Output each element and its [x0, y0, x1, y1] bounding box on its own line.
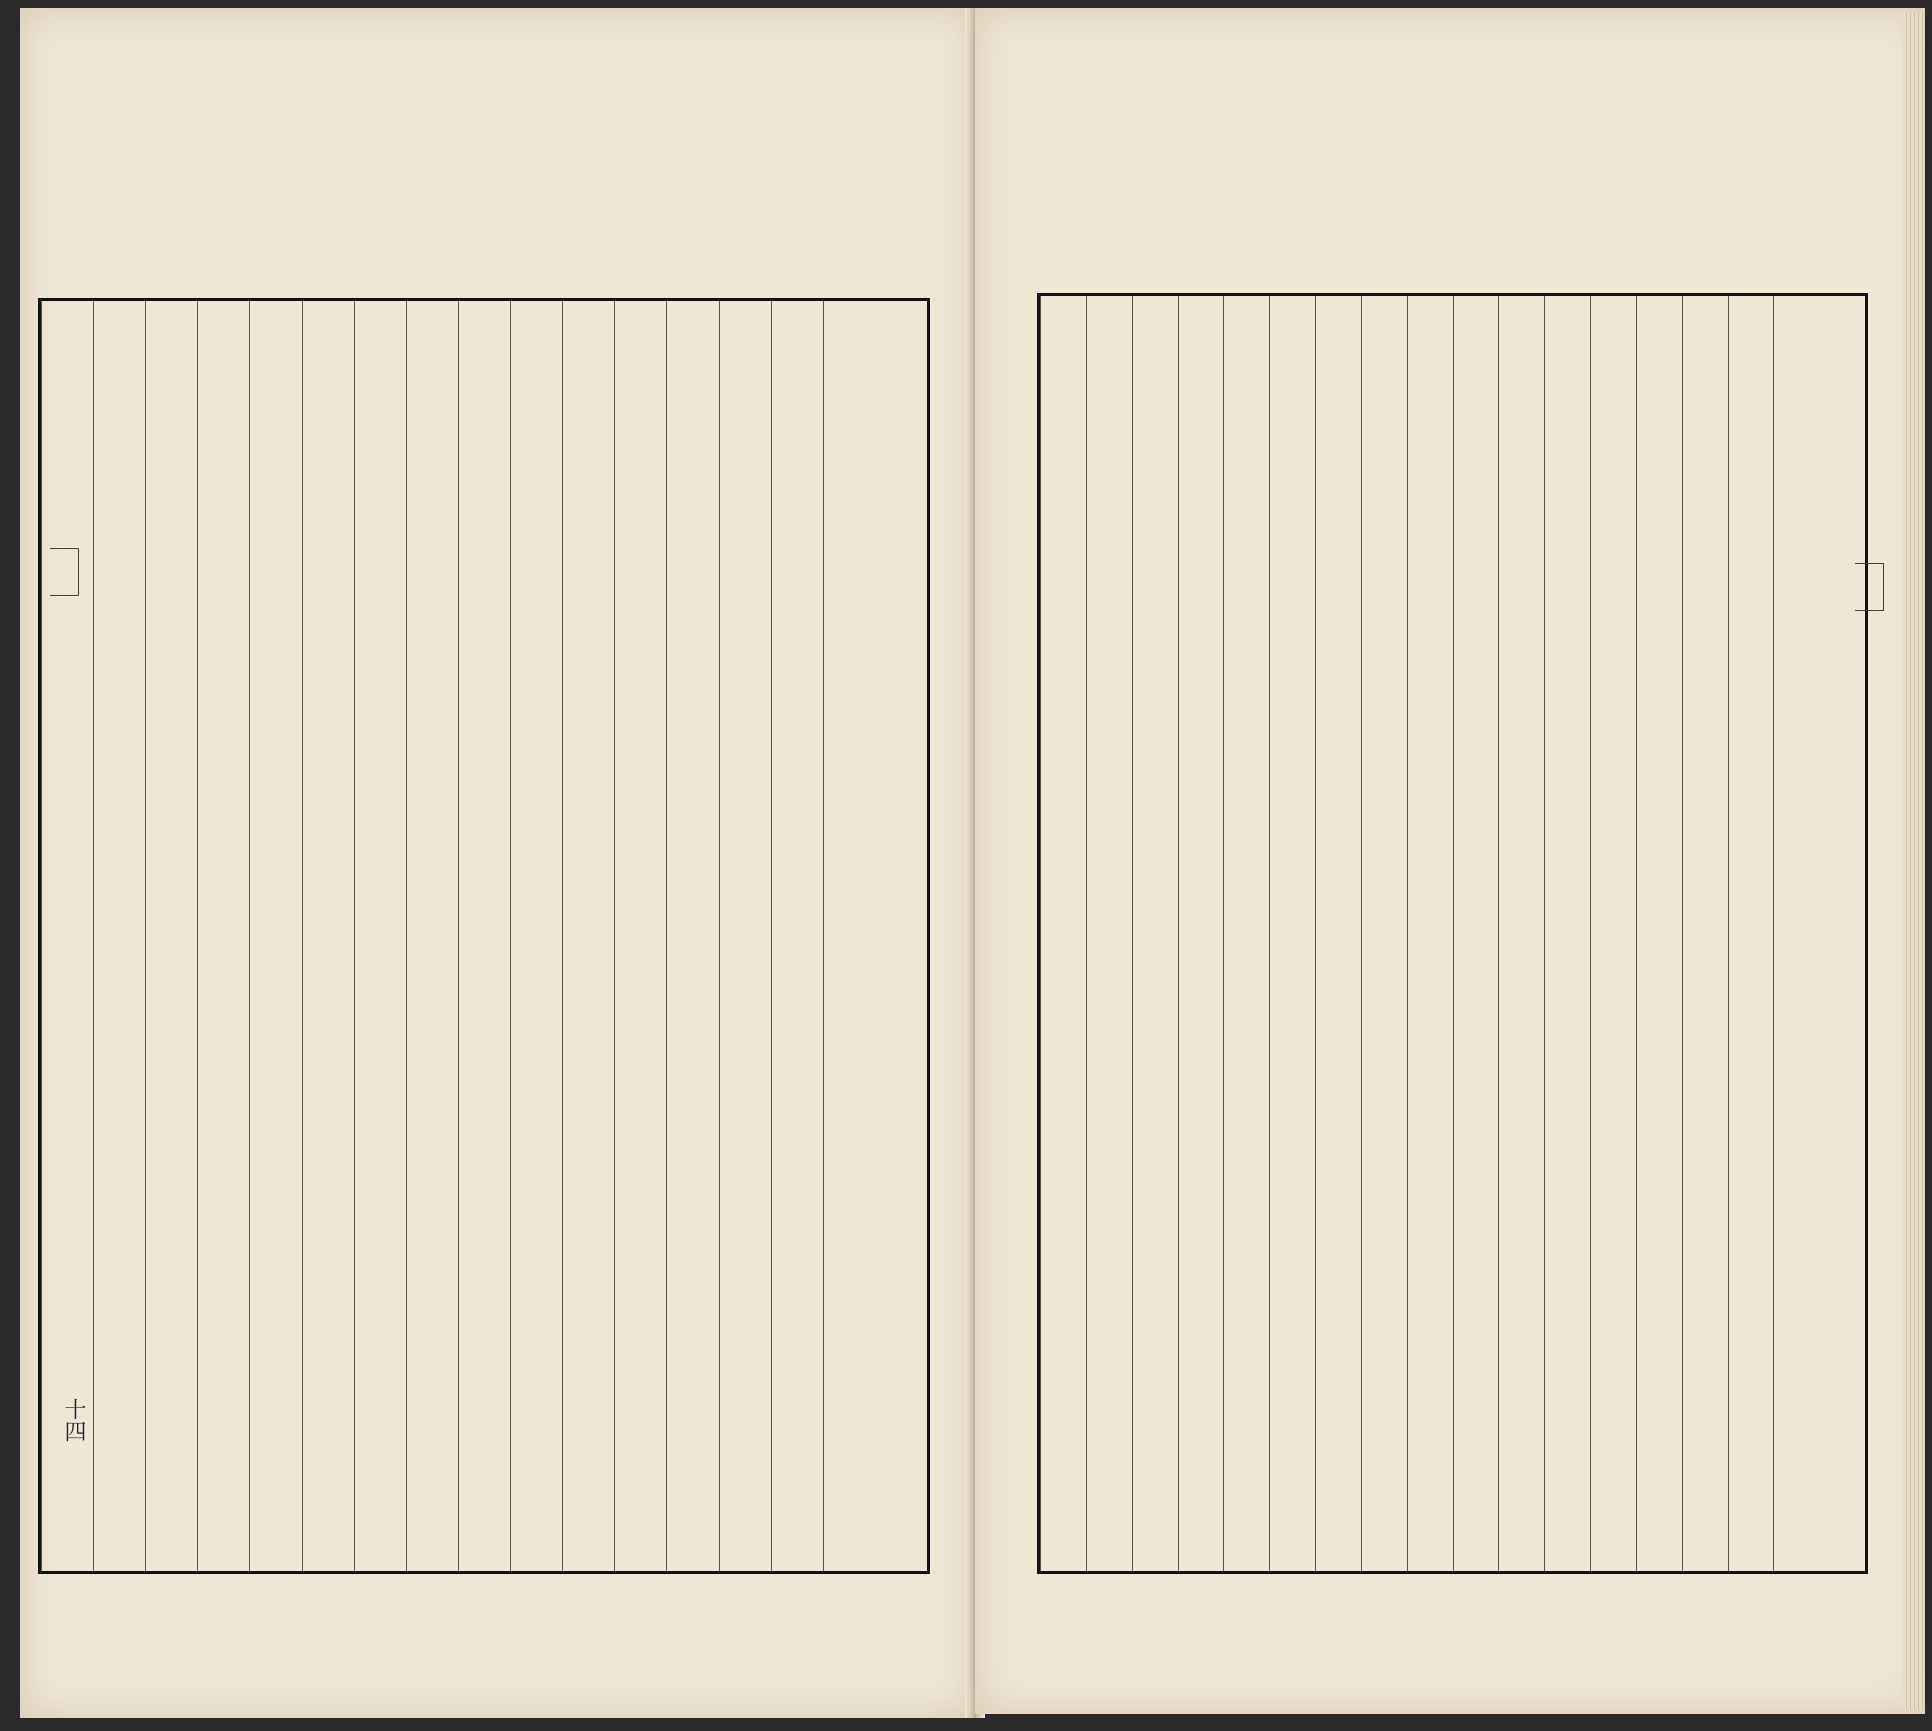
left-page	[20, 8, 975, 1718]
right-column-text	[1025, 318, 1101, 1548]
margin-tab	[50, 548, 79, 596]
margin-tab	[1855, 563, 1884, 611]
left-text-frame	[38, 298, 930, 1574]
right-text-frame	[1037, 293, 1868, 1574]
left-text-column	[41, 301, 93, 1571]
right-page	[975, 8, 1925, 1714]
right-text-column	[1040, 296, 1086, 1571]
page-edge	[1903, 12, 1923, 1710]
open-book	[10, 8, 1922, 1723]
left-column-text	[30, 323, 106, 1553]
page-number: 十四	[61, 1398, 86, 1442]
